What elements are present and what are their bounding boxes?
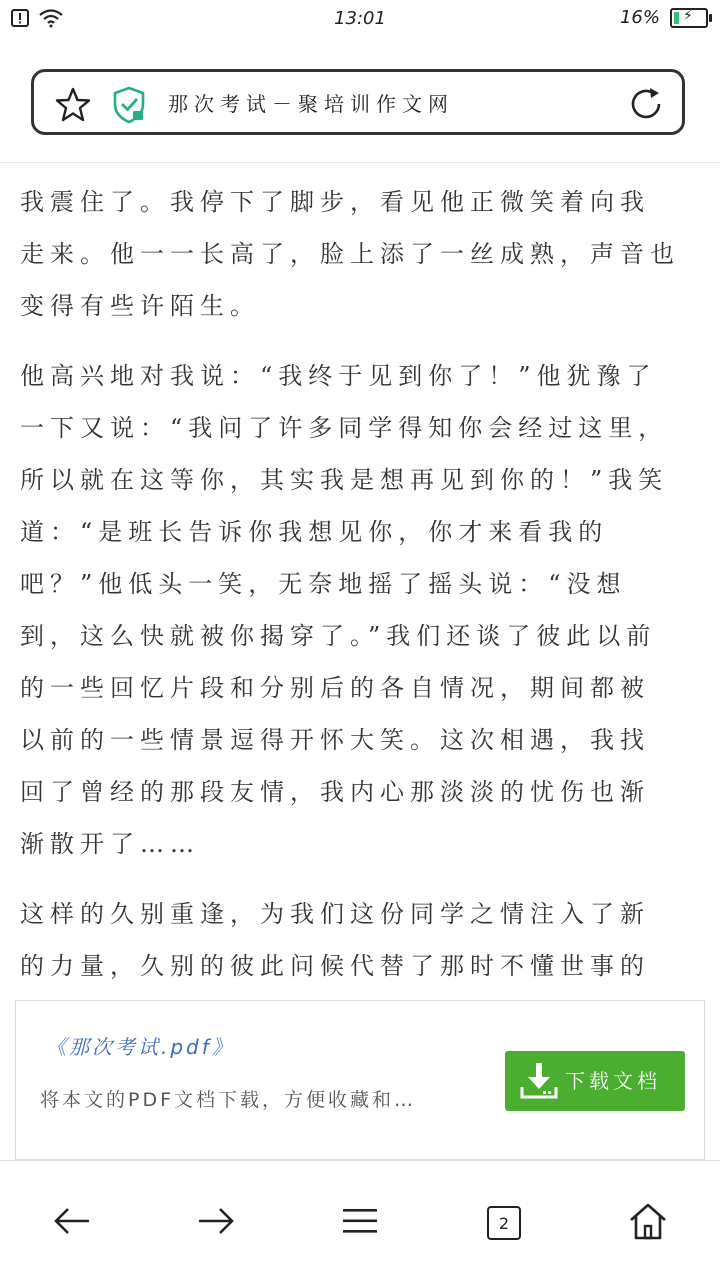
text-line: 渐散开了……: [20, 830, 200, 858]
text-line: 我震住了。我停下了脚步，看见他正微笑着向我: [20, 188, 650, 216]
bottom-navigation: [0, 1160, 720, 1281]
clock: 13:01: [334, 8, 386, 29]
pdf-title-link[interactable]: 《那次考试.pdf》: [46, 1035, 235, 1059]
home-icon: [628, 1202, 668, 1244]
text-line: 的力量，久别的彼此问候代替了那时不懂世事的: [20, 952, 650, 980]
address-bar[interactable]: [31, 69, 685, 135]
text-line: 道：“是班长告诉你我想见你，你才来看我的: [20, 518, 609, 546]
download-document-button[interactable]: [505, 1051, 685, 1111]
home-button[interactable]: [618, 1193, 678, 1253]
pdf-description: 将本文的PDF文档下载，方便收藏和…: [40, 1089, 417, 1111]
article-body: [20, 176, 704, 1010]
text-line: 以前的一些情景逗得开怀大笑。这次相遇，我找: [20, 726, 650, 754]
tabs-button[interactable]: [474, 1193, 534, 1253]
back-arrow-icon: [53, 1206, 91, 1240]
star-icon[interactable]: [54, 86, 92, 128]
text-line: 所以就在这等你，其实我是想再见到你的！”我笑: [20, 466, 669, 494]
text-line: 这样的久别重逢，为我们这份同学之情注入了新: [20, 900, 650, 928]
tabs-icon: [487, 1206, 521, 1240]
download-icon: [519, 1061, 559, 1105]
text-line: 的一些回忆片段和分别后的各自情况，期间都被: [20, 674, 650, 702]
battery-charging-icon: ⚡: [670, 8, 708, 28]
text-line: 吧？”他低头一笑，无奈地摇了摇头说：“没想: [20, 570, 627, 598]
text-line: 一下又说：“我问了许多同学得知你会经过这里，: [20, 414, 669, 442]
menu-button[interactable]: [330, 1193, 390, 1253]
status-bar: [0, 0, 720, 36]
menu-icon: [342, 1207, 378, 1239]
back-button[interactable]: [42, 1193, 102, 1253]
header-divider: [0, 162, 720, 163]
page-title: 那次考试－聚培训作文网: [168, 92, 454, 116]
text-line: 回了曾经的那段友情，我内心那淡淡的忧伤也渐: [20, 778, 650, 806]
forward-button[interactable]: [186, 1193, 246, 1253]
pdf-download-card: [15, 1000, 705, 1160]
shield-check-icon: [112, 86, 146, 128]
text-line: 走来。他一一长高了，脸上添了一丝成熟，声音也: [20, 240, 680, 268]
tabs-count: 2: [498, 1213, 510, 1233]
text-line: 变得有些许陌生。: [20, 292, 260, 320]
text-line: 到，这么快就被你揭穿了。”我们还谈了彼此以前: [20, 622, 657, 650]
paragraph: [20, 888, 704, 992]
download-label: 下载文档: [565, 1069, 661, 1093]
status-right: [620, 7, 708, 28]
reload-icon[interactable]: [628, 86, 664, 126]
paragraph: [20, 350, 704, 870]
forward-arrow-icon: [197, 1206, 235, 1240]
battery-percent: 16%: [619, 7, 660, 28]
paragraph: [20, 176, 704, 332]
text-line: 他高兴地对我说：“我终于见到你了！”他犹豫了: [20, 362, 657, 390]
